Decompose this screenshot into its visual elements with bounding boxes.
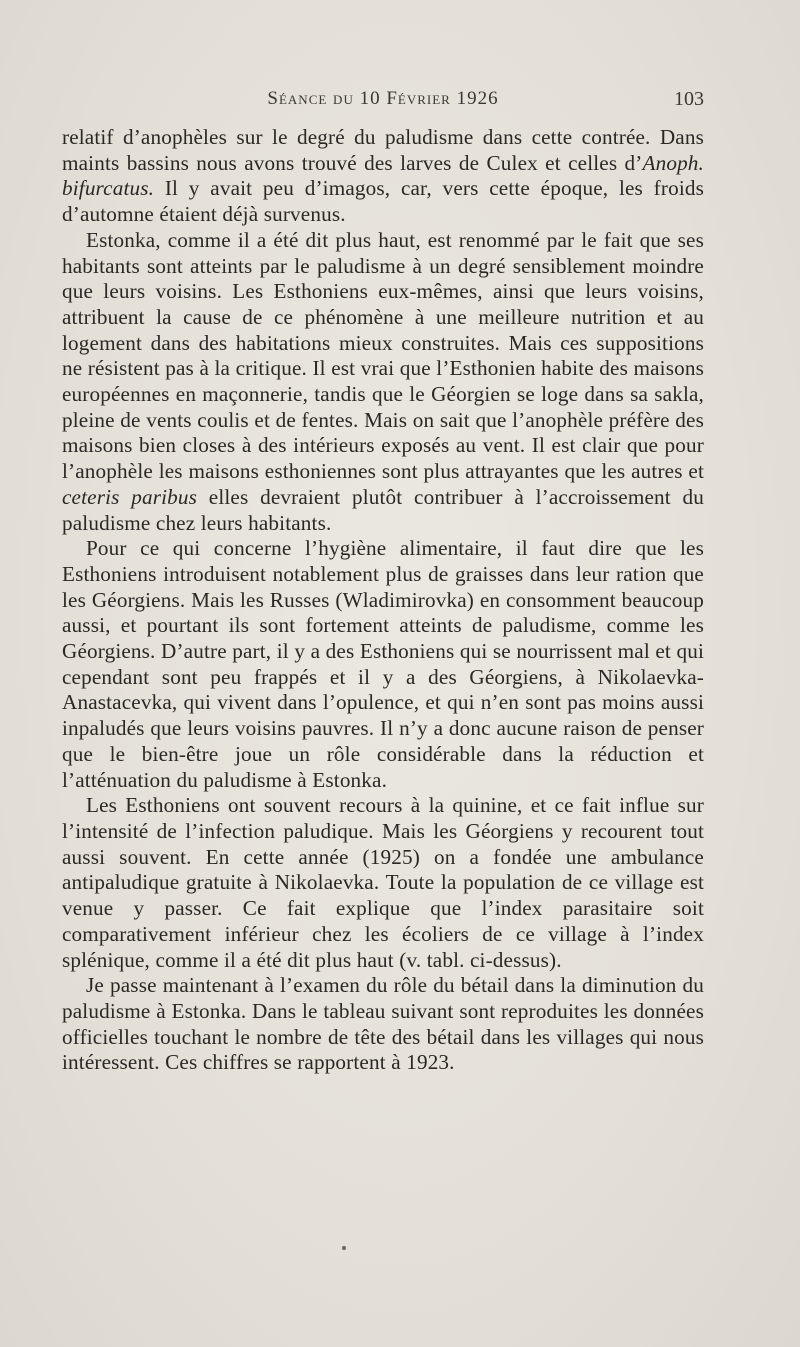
paragraph-4-text: Les Esthoniens ont souvent recours à la quinine, et ce fait influe sur l’intensité de l’infection paludique. Mais les Géorgiens y recourent tout aussi souvent. En cette année (1925) on a fondée une ambulance antipaludique gratuite à Nikolaevka. Toute la population de ce village est venue y passer. Ce fait explique que l’index parasitaire soit comparativement inférieur chez les écoliers de ce village à l’index splénique, comme il a été dit plus haut (v. tabl. ci-dessus). <box>62 793 704 972</box>
paragraph-1-text: relatif d’anophèles sur le degré du paludisme dans cette contrée. Dans maints bassins nous avons trouvé des larves de Culex et celles d’ <box>62 125 704 175</box>
ink-speck <box>342 1246 346 1250</box>
paragraph-3 <box>62 536 704 793</box>
paragraph-1 <box>62 125 704 228</box>
paragraph-4 <box>62 793 704 973</box>
running-title: Séance du 10 Février 1926 <box>267 88 499 109</box>
paragraph-1-italic: Anoph. bifurcatus. <box>62 150 704 201</box>
paragraph-2-text-2: elles devraient plutôt contribuer à l’accroissement du paludisme chez leurs habitants. <box>62 484 705 535</box>
page-number: 103 <box>674 88 704 110</box>
paragraph-2 <box>62 228 704 536</box>
paragraph-2-text: Estonka, comme il a été dit plus haut, est renommé par le fait que ses habitants sont atteints par le paludisme à un degré sensiblement moindre que leurs voisins. Les Esthoniens eux-mêmes, ainsi que leurs voisins, attribuent la cause de ce phénomène à une meilleure nutrition et au logement dans des habitations mieux construites. Mais ces suppositions ne résistent pas à la critique. Il est vrai que l’Esthonien habite des maisons européennes en maçonnerie, tandis que le Géorgien se loge dans sa sakla, pleine de vents coulis et de fentes. Mais on sait que l’anophèle préfère des maisons bien closes à des intérieurs exposés au vent. Il est clair que pour l’anophèle les maisons esthoniennes sont plus attrayantes que les autres et <box>62 227 704 484</box>
paragraph-5 <box>62 973 704 1076</box>
paragraph-3-text: Pour ce qui concerne l’hygiène alimentaire, il faut dire que les Esthoniens introduisent notablement plus de graisses dans leur ration que les Géorgiens. Mais les Russes (Wladimirovka) en consomment beaucoup aussi, et pourtant ils sont fortement atteints de paludisme, comme les Géorgiens. D’autre part, il y a des Esthoniens qui se nourrissent mal et qui cependant sont peu frappés et il y a des Géorgiens, à Nikolaevka-Anastacevka, qui vivent dans l’opulence, et qui n’en sont pas moins aussi inpaludés que leurs voisins pauvres. Il n’y a donc aucune raison de penser que le bien-être joue un rôle considérable dans la réduction et l’atténuation du paludisme à Estonka. <box>62 536 704 792</box>
paragraph-2-italic: ceteris paribus <box>62 484 198 509</box>
paragraph-1-text-2: Il y avait peu d’imagos, car, vers cette époque, les froids d’automne étaient déjà survenus. <box>62 176 704 227</box>
paragraph-5-text: Je passe maintenant à l’examen du rôle du bétail dans la diminution du paludisme à Estonka. Dans le tableau suivant sont reproduites les données officielles touchant le nombre de tête des bétail dans les villages qui nous intéressent. Ces chiffres se rapportent à 1923. <box>62 973 704 1075</box>
body-text <box>62 125 704 1076</box>
running-header <box>62 88 704 116</box>
